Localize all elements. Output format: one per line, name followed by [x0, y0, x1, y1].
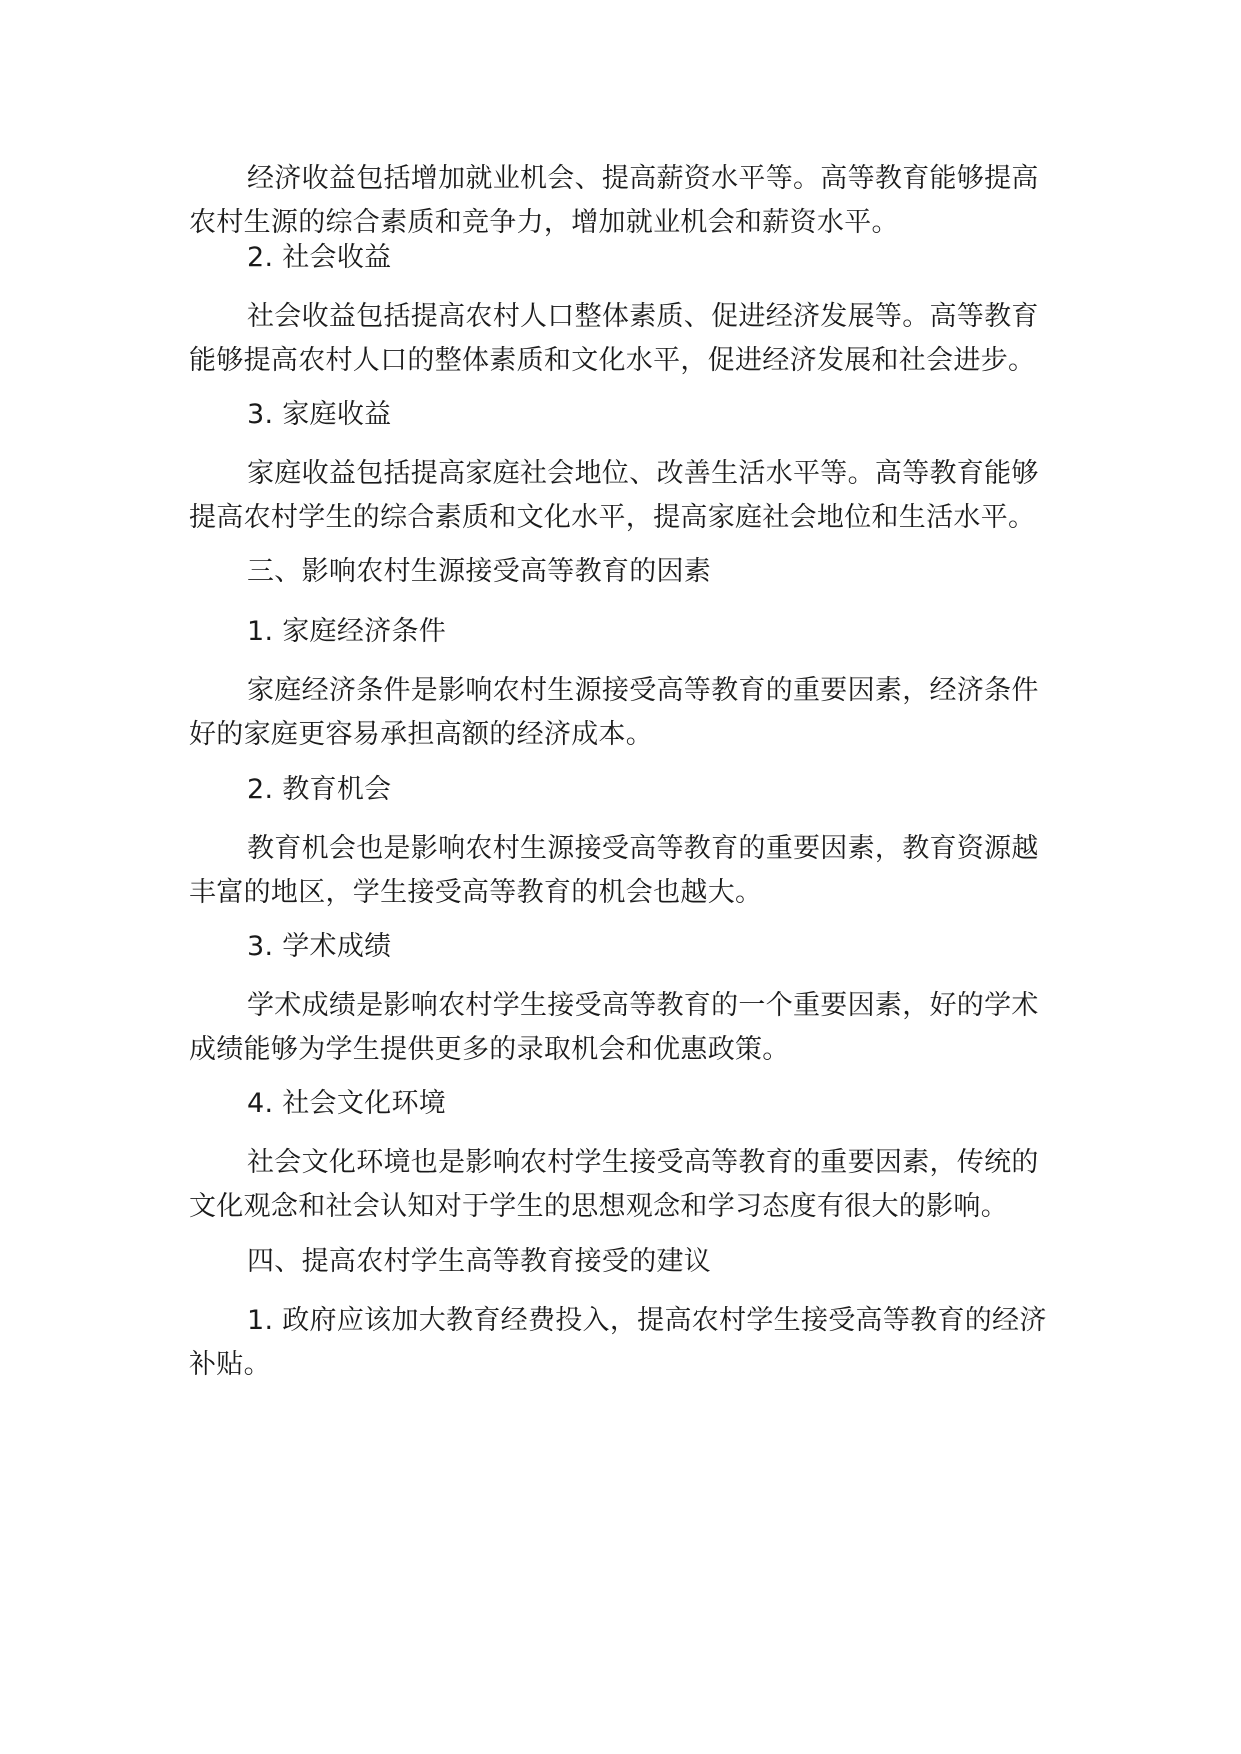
paragraph-social-benefits: 社会收益包括提高农村人口整体素质、促进经济发展等。高等教育能够提高农村人口的整体素质和文化水平，促进经济发展和社会进步。 [189, 301, 1039, 376]
paragraph-suggestion-1: 1. 政府应该加大教育经费投入，提高农村学生接受高等教育的经济补贴。 [189, 1305, 1047, 1380]
heading-family-benefits: 3. 家庭收益 [247, 399, 392, 430]
heading-social-benefits: 2. 社会收益 [247, 242, 392, 273]
heading-family-economy: 1. 家庭经济条件 [247, 616, 447, 647]
paragraph-social-culture: 社会文化环境也是影响农村学生接受高等教育的重要因素，传统的文化观念和社会认知对于学生的思想观念和学习态度有很大的影响。 [189, 1147, 1039, 1222]
heading-academic-performance: 3. 学术成绩 [247, 931, 392, 962]
section-heading-factors: 三、影响农村生源接受高等教育的因素 [247, 556, 712, 587]
paragraph-economic-benefits: 经济收益包括增加就业机会、提高薪资水平等。高等教育能够提高农村生源的综合素质和竞争力，增加就业机会和薪资水平。 [189, 163, 1039, 238]
heading-education-opportunity: 2. 教育机会 [247, 774, 392, 805]
paragraph-family-benefits: 家庭收益包括提高家庭社会地位、改善生活水平等。高等教育能够提高农村学生的综合素质和文化水平，提高家庭社会地位和生活水平。 [189, 458, 1039, 533]
heading-social-culture: 4. 社会文化环境 [247, 1088, 447, 1119]
paragraph-education-opportunity: 教育机会也是影响农村生源接受高等教育的重要因素，教育资源越丰富的地区，学生接受高等教育的机会也越大。 [189, 833, 1039, 908]
paragraph-family-economy: 家庭经济条件是影响农村生源接受高等教育的重要因素，经济条件好的家庭更容易承担高额的经济成本。 [189, 675, 1039, 750]
paragraph-academic-performance: 学术成绩是影响农村学生接受高等教育的一个重要因素，好的学术成绩能够为学生提供更多的录取机会和优惠政策。 [189, 990, 1039, 1065]
section-heading-suggestions: 四、提高农村学生高等教育接受的建议 [247, 1246, 712, 1277]
